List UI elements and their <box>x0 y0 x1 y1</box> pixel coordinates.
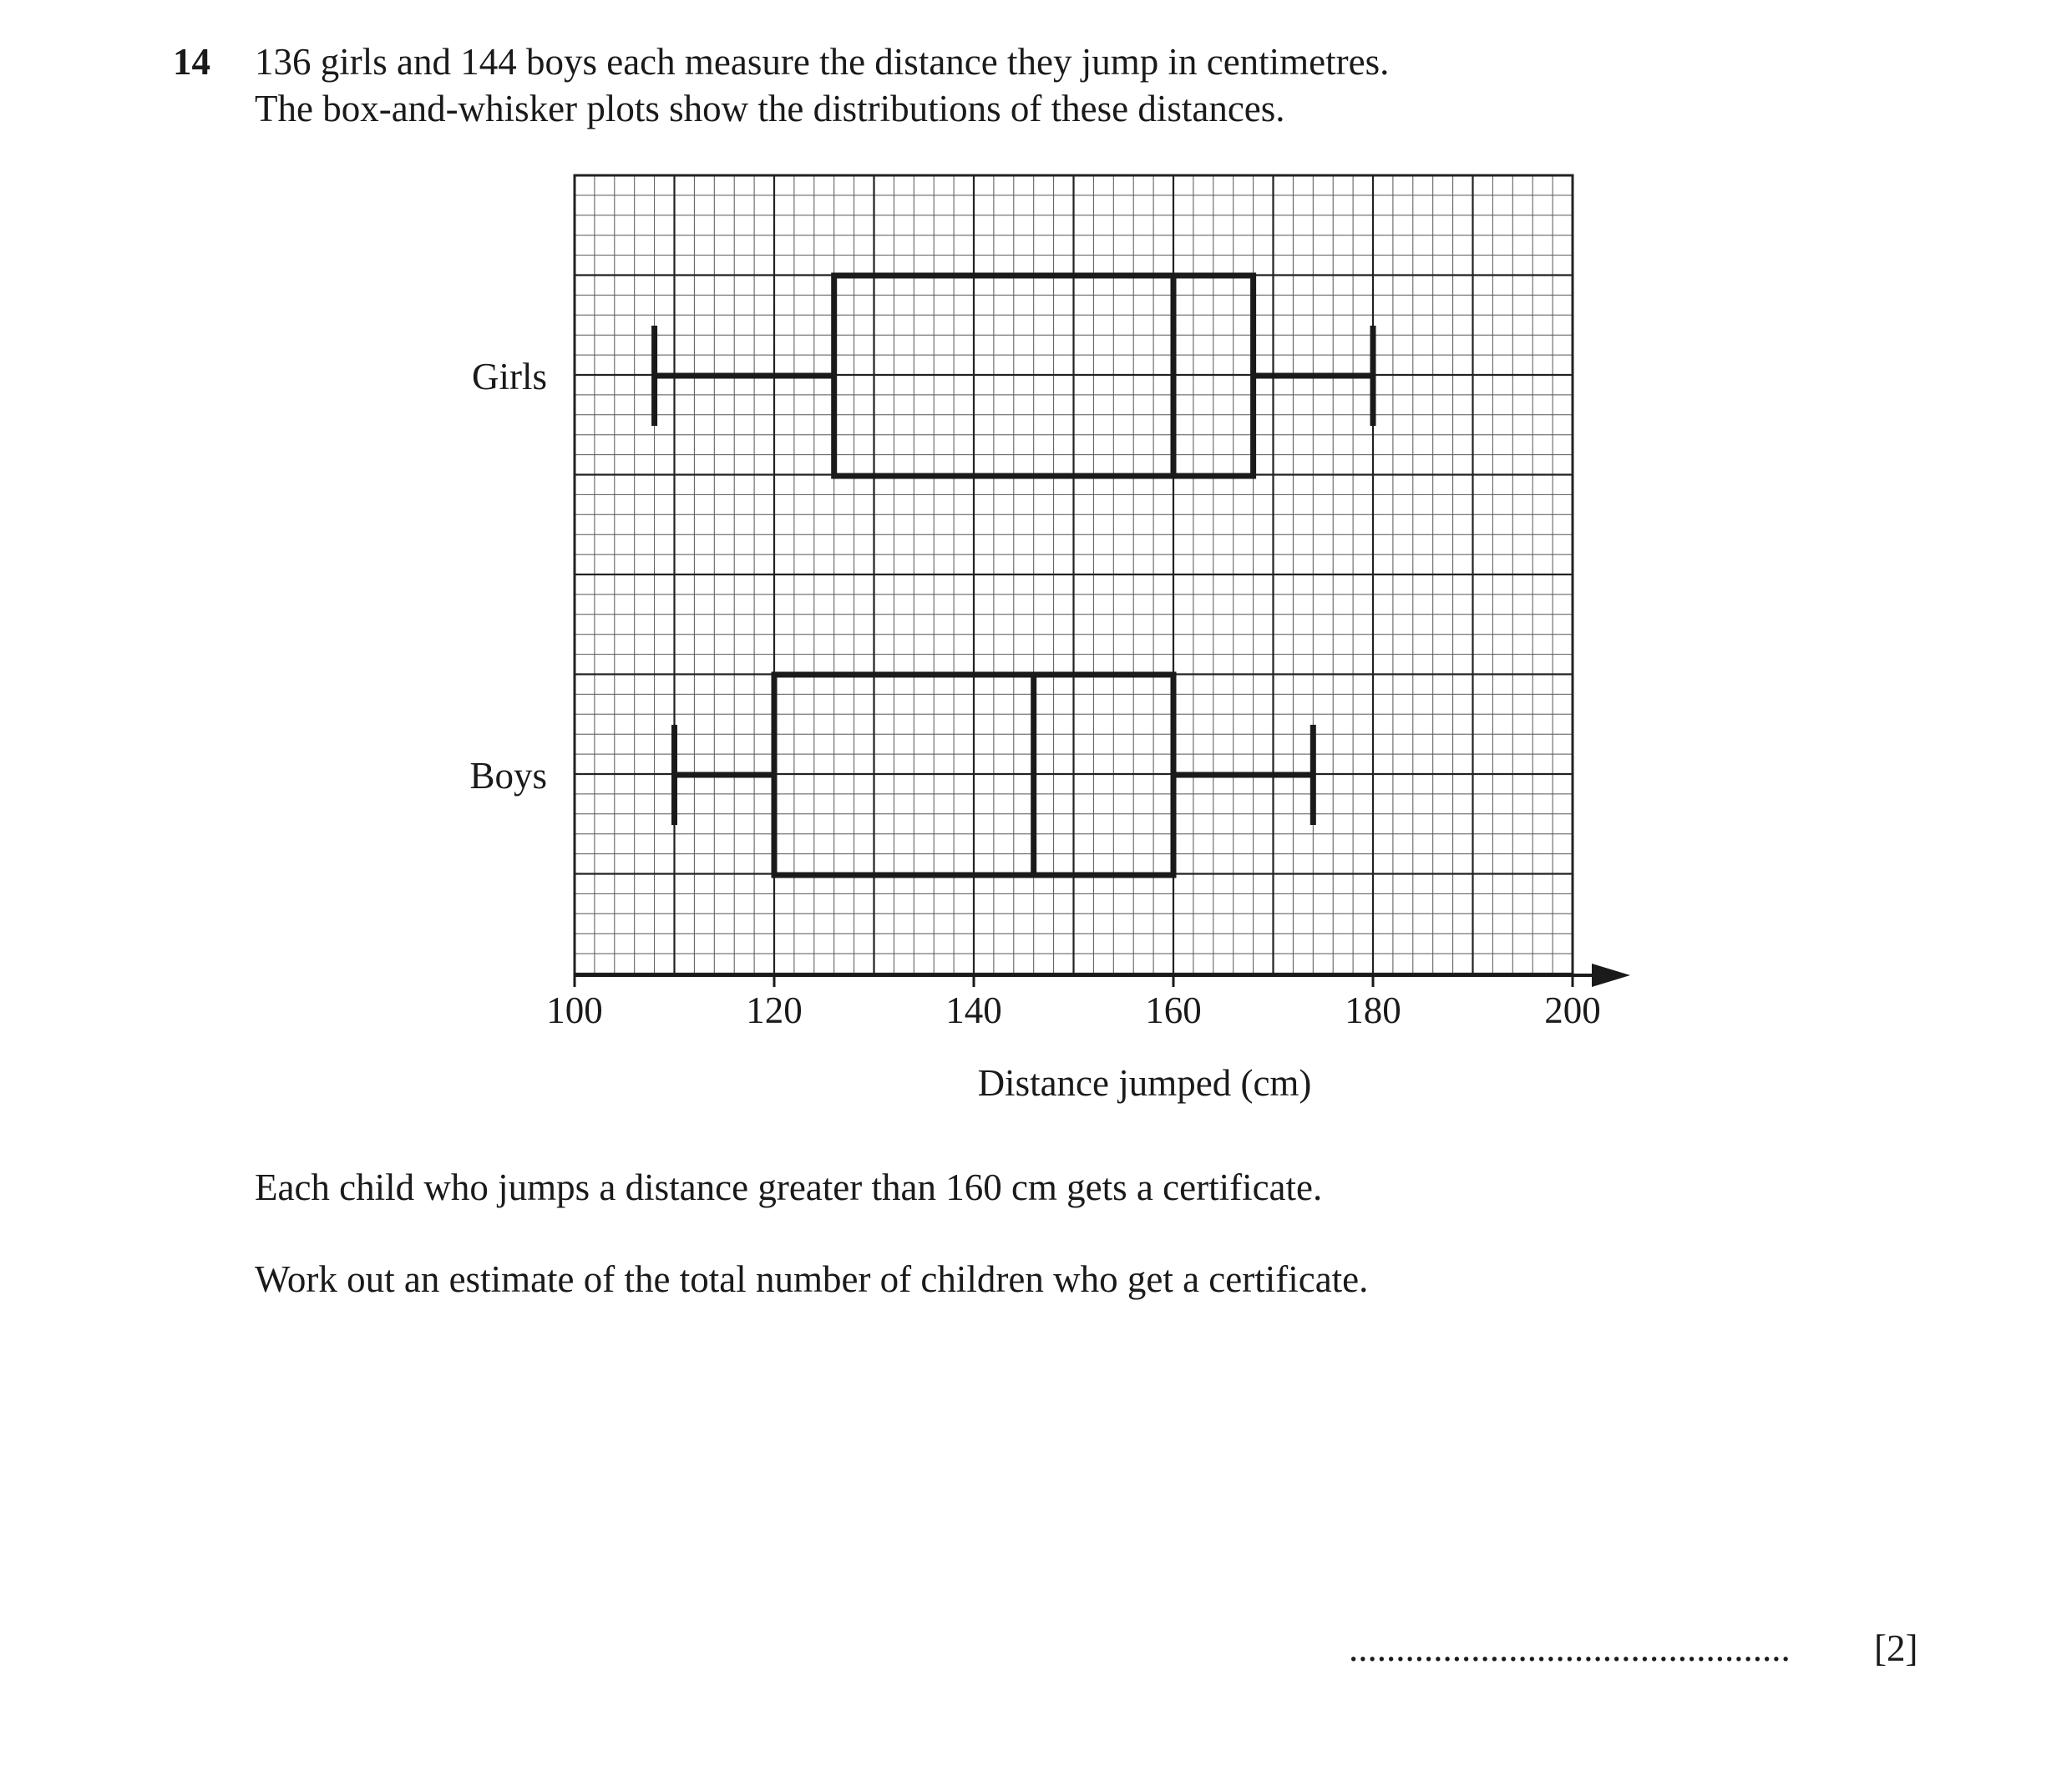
x-axis-arrow-icon <box>1592 964 1630 987</box>
x-tick-label: 180 <box>1345 989 1401 1031</box>
x-axis-label: Distance jumped (cm) <box>977 1062 1312 1104</box>
category-label-boys: Boys <box>469 755 547 797</box>
answer-line[interactable]: ............................................... <box>1349 1627 1791 1669</box>
question-stem-line-2: The box-and-whisker plots show the distributions of these distances. <box>255 88 1285 129</box>
x-tick-label: 200 <box>1544 989 1601 1031</box>
category-label-girls: Girls <box>472 356 547 397</box>
x-tick-label: 140 <box>945 989 1002 1031</box>
question-stem-line-1: 136 girls and 144 boys each measure the distance they jump in centimetres. <box>255 41 1390 83</box>
certificate-condition-text: Each child who jumps a distance greater than 160 cm gets a certificate. <box>255 1166 1323 1208</box>
task-instruction-text: Work out an estimate of the total number of children who get a certificate. <box>255 1258 1369 1300</box>
marks-label: [2] <box>1874 1627 1918 1669</box>
x-tick-label: 100 <box>546 989 603 1031</box>
question-number: 14 <box>173 41 210 83</box>
graph-paper-grid <box>575 175 1573 975</box>
x-tick-label: 120 <box>746 989 803 1031</box>
x-tick-label: 160 <box>1145 989 1202 1031</box>
